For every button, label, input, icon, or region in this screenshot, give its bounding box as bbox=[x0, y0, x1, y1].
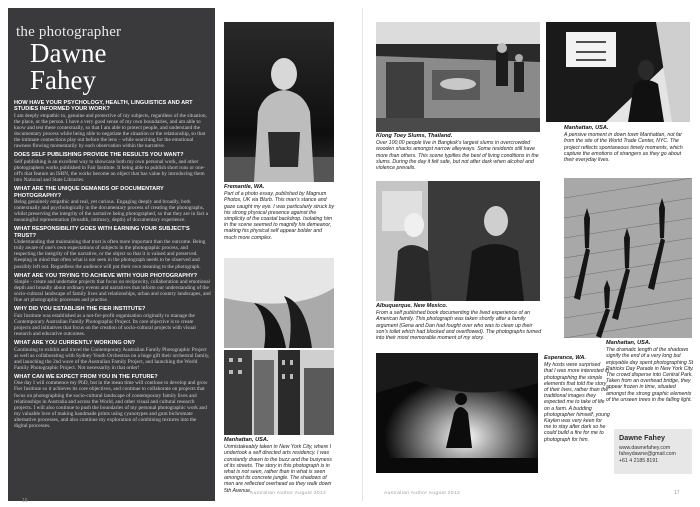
caption-text: Part of a photo essay, published by Magnum Photos, UK via Blurb. This man's stance and gaze caught my eye. I was particularly struck by his strong physical presence against the simplicity of the coastal backdrop. Isolating him in the scene seemed to magnify his demeanor, making his physical self appear bolder and much more complex. bbox=[224, 191, 335, 241]
caption-text: Unmistakeably taken in New York City, where I undertook a self directed arts residency. I was constantly drawn to the buzz and the busyness of its streets. The story in this photograph is in what is not seen, rather than in what is seen amongst its concrete jungle. The shadows of men are reflected overhead as they walk down 5th Avenue. bbox=[224, 444, 332, 494]
page-number-left: 16 bbox=[22, 498, 28, 504]
question: WHAT ARE YOU TRYING TO ACHIEVE WITH YOUR PHOTOGRAPHY? bbox=[14, 272, 198, 279]
page-number-right: 17 bbox=[674, 490, 680, 496]
caption-klong-toey bbox=[376, 133, 542, 171]
answer: Self publishing is an excellent way to showcase both my own personal work, and other photographers works published in Fair Institute. It being able to publish short runs or one-off's that feature an ISBN, the works become an object that has value by introducing them into National and State Libraries. bbox=[14, 158, 205, 184]
question: WHAT ARE THE UNIQUE DEMANDS OF DOCUMENTARY PHOTOGRAPHY? bbox=[14, 186, 164, 199]
qa-item bbox=[14, 152, 211, 183]
answer: Understanding that maintaining that trust is often more important than the outcome. Being truly aware of one's own expectations of subjects in the photographic process, and respecting the integrity of the narrative, or the object so that it is valued and preserved. Keeping in mind that often what is not seen in the photograph needs to be observed and possibly left out. Regardless the audience will put their own meaning to the photograph. bbox=[14, 239, 206, 270]
footer-right: Australian Author August 2012 bbox=[384, 491, 461, 496]
photographer-name bbox=[30, 40, 106, 94]
name-last: Fahey bbox=[30, 65, 96, 95]
photo-manhattan-shadows bbox=[224, 258, 334, 348]
answer: Continuing to exhibit and travel the Contemporary Australian Family Photographic Project as well as collaborating with Sydney Youth Orchestras on a huge gift their orchestral family, and launching the 2nd wave of the Australian Family Project, and launching the World Family Photographic Project. Not necessarily in that order! bbox=[14, 346, 210, 371]
caption-text: A pensive moment in down town Manhattan, not far from the site of the World Trade Center, NYC. The project reflects spontaneous timely moments, which capture the emotions of strangers as they go about their everyday lives. bbox=[564, 132, 683, 164]
caption-manhattan-bottom bbox=[606, 340, 694, 403]
footer-left: Australian Author August 2012 bbox=[250, 491, 327, 496]
answer: Simple - create and undertake projects that focus on reciprocity, collaboration and emotional depth and broadly about ordinary events and narratives that inform our understanding of the socio-cultural landscape of family lives and relationships, urban and country landscapes, and fine art photographic processes and practise. bbox=[14, 279, 211, 304]
caption-text: My hosts were surprised that I was more interested in photographing the simple elements that told the story of their lives, rather than the traditional images they expected me to take of life on a farm. A budding photographer himself, young Kaylen was very keen for me to stay after dark so he could build a fire for me to photograph for him. bbox=[544, 362, 610, 443]
answer: Fair Institute was established as a not-for-profit organisation originally to manage the Contemporary Australian Family Photographic Project. Its core objective is to create projects and initiatives that focus on the creation of socio-cultural projects with visual research and educative outcomes. bbox=[14, 312, 196, 338]
photo-manhattan-street bbox=[224, 350, 334, 435]
name-first: Dawne bbox=[30, 38, 107, 68]
caption-location: Manhattan, USA. bbox=[224, 437, 269, 443]
caption-text: From a self published book documenting the lived experience of an American family. This photograph was taken shortly after a family argument (Gena and Dan had fought over who was to clean up their son's toilet which had blocked and overflowed). The photographs turned into their most memorable moment of my story. bbox=[376, 310, 542, 342]
qa-item bbox=[14, 186, 211, 223]
contact-website[interactable]: www.dawnefahey.com bbox=[619, 445, 671, 451]
question: DOES SELF PUBLISHING PROVIDE THE RESULTS YOU WANT? bbox=[14, 152, 184, 159]
contact-name: Dawne Fahey bbox=[619, 433, 665, 442]
page-gutter bbox=[362, 8, 363, 501]
question: WHY DID YOU ESTABLISH THE FIER INSTITUTE? bbox=[14, 306, 146, 313]
photo-albuquerque bbox=[376, 181, 540, 301]
qa-item bbox=[14, 226, 211, 269]
photo-klong-toey bbox=[376, 22, 540, 132]
qa-item bbox=[14, 374, 211, 429]
photo-fremantle bbox=[224, 22, 334, 182]
question: HOW HAVE YOUR PSYCHOLOGY, HEALTH, LINGUISTICS AND ART STUDIES INFORMED YOUR WORK? bbox=[14, 100, 193, 113]
contact-email[interactable]: faheydawne@gmail.com bbox=[619, 451, 676, 458]
interview-body bbox=[14, 100, 211, 492]
caption-albuquerque bbox=[376, 303, 544, 341]
question: WHAT ARE YOU CURRENTLY WORKING ON? bbox=[14, 340, 136, 347]
caption-text: Over 100,00 people live in Bangkok's largest slums in overcrowded wooden shacks amongst narrow alleyways. Some residents still have more than others. This scene typifies the best of living conditions in the slums. During the day it felt safe, but not after dark when alcohol and violence prevails. bbox=[376, 140, 539, 172]
contact-phone: +61 4 2185 8191 bbox=[619, 457, 659, 464]
photo-esperance bbox=[376, 353, 538, 473]
caption-location: Esperance, WA. bbox=[544, 355, 586, 361]
caption-location: Klong Toey Slums, Thailand. bbox=[376, 133, 453, 139]
photo-manhattan-parade bbox=[564, 178, 692, 338]
qa-item bbox=[14, 273, 211, 304]
caption-fremantle bbox=[224, 184, 336, 241]
caption-manhattan-left bbox=[224, 437, 336, 494]
caption-text: The dramatic length of the shadows signify the end of a very long but enjoyable day spent photographing St Patricks Day Parade in New York City. The crowd disperse into Central Park. Taken from an overhead bridge, they appear frozen in time, situated amongst the strong graphic elements of the unseen trees in the falling light. bbox=[606, 347, 694, 403]
caption-location: Manhattan, USA. bbox=[606, 340, 651, 346]
contact-box bbox=[614, 429, 692, 474]
caption-manhattan-top bbox=[564, 125, 692, 163]
answer: One day I will commence my PhD, but in the mean time will continue to develop and grow Fier Institute so it achieves its core objectives, and continue to collaborate on projects that focus on photographing the socio-cultural landscape of contemporary family lives and relationships in Australia and across the World, and other visual and cultural research projects. I will also continue to push the boundaries of my personal photographic work and my valuable love of making handmade prints using cyanotypes and gum bichromate alternative processes, and also continue my exploration of combining textures into the digital processes. bbox=[14, 380, 208, 430]
qa-item bbox=[14, 340, 211, 371]
interview-column bbox=[8, 8, 215, 504]
caption-location: Manhattan, USA. bbox=[564, 125, 609, 131]
qa-item bbox=[14, 306, 211, 337]
caption-esperance bbox=[544, 355, 610, 443]
caption-location: Albuquerque, New Mexico. bbox=[376, 303, 448, 309]
qa-item bbox=[14, 100, 211, 149]
answer: I am deeply empathic to, genuine and protective of my subjects, regardless of the situation, the place, or the person. I have a very good sense of my own boundaries, and am able to know and test these contextually, so that I am able to protect people, and understand the documentary process while being able to negotiate the situation or the relationship, so that the intimate connections play out before the lens – while searching for the emotional rawness flowing momentarily by each observation within the narrative. bbox=[14, 112, 207, 150]
question: WHAT CAN WE EXPECT FROM YOU IN THE FUTURE? bbox=[14, 373, 158, 380]
question: WHAT RESPONSIBILITY GOES WITH EARNING YOUR SUBJECT'S TRUST? bbox=[14, 226, 190, 239]
caption-location: Fremantle, WA. bbox=[224, 184, 265, 190]
answer: Being genuinely empathic and real, yet curious. Engaging deeply and broadly, both contextually and psychologically in the documentary process of creating the photographs, whilst preserving the integrity of the narrative being photographed, so that they are in fact a meaningful representation (breadth, intimacy, depth) of documentary experience. bbox=[14, 198, 209, 224]
section-kicker: the photographer bbox=[16, 24, 122, 40]
photo-manhattan-pensive bbox=[546, 22, 690, 122]
